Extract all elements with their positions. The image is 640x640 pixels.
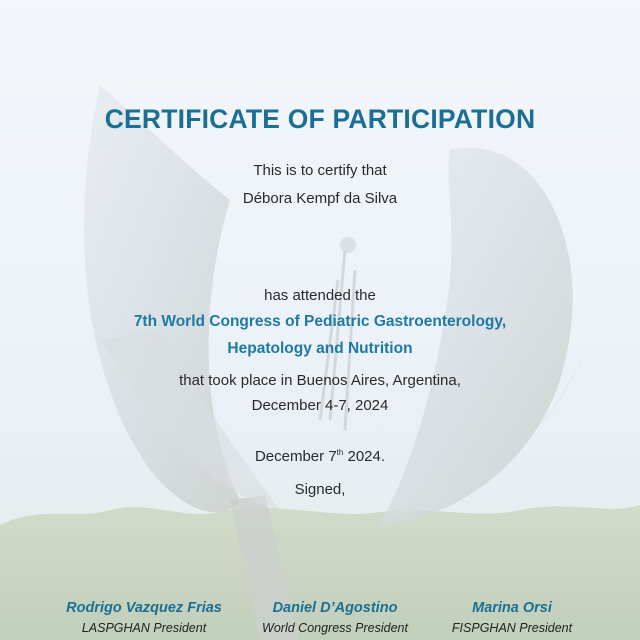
dates-line: December 4-7, 2024 bbox=[251, 397, 389, 414]
signed-label: Signed, bbox=[294, 481, 346, 498]
attended-line: has attended the bbox=[264, 287, 376, 304]
certificate-title: CERTIFICATE OF PARTICIPATION bbox=[104, 104, 536, 134]
place-line: that took place in Buenos Aires, Argentina, bbox=[179, 372, 461, 389]
signatory-name: Rodrigo Vazquez Frias bbox=[66, 600, 222, 616]
signatory-role: FISPGHAN President bbox=[451, 621, 573, 635]
signatory-role: World Congress President bbox=[262, 621, 408, 635]
signatory-name: Marina Orsi bbox=[472, 600, 552, 616]
recipient-name: Débora Kempf da Silva bbox=[242, 190, 398, 207]
congress-title-line2: Hepatology and Nutrition bbox=[227, 340, 413, 357]
signatory-right bbox=[382, 600, 640, 635]
signed-date: December 7th 2024. bbox=[254, 448, 386, 465]
signatory-role: LASPGHAN President bbox=[81, 621, 207, 635]
congress-title-line1: 7th World Congress of Pediatric Gastroenterology, bbox=[133, 313, 507, 330]
certify-line: This is to certify that bbox=[253, 162, 387, 179]
signatory-name: Daniel D’Agostino bbox=[272, 600, 398, 616]
